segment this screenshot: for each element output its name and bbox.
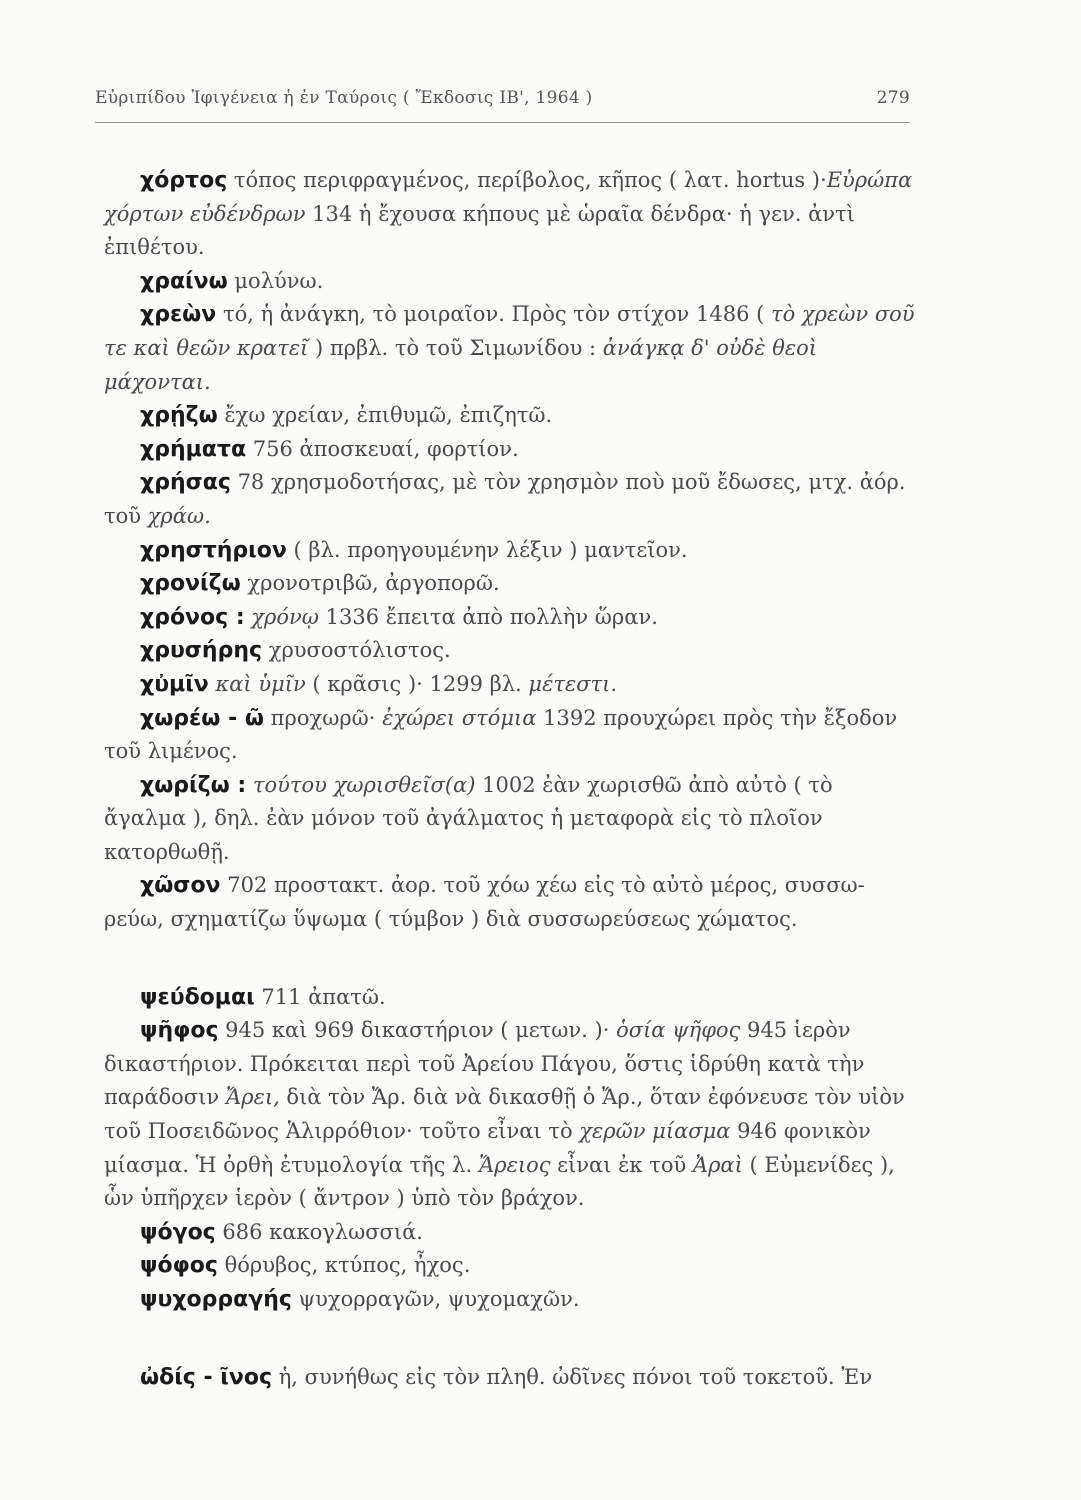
headword: χρήματα	[140, 436, 247, 462]
italic-citation: ὁσία ψῆφος	[616, 1018, 741, 1043]
definition-text: προχωρῶ·	[264, 705, 383, 730]
headword: ψόγος	[140, 1219, 216, 1245]
glossary-entry	[104, 534, 919, 568]
glossary-entry	[104, 634, 919, 668]
headword: χρυσήρης	[140, 638, 263, 664]
definition-text: 134 ἡ ἔχουσα κήπους μὲ ὡραῖα δένδρα· ἡ γεν. ἀντὶ ἐπιθέτου.	[104, 201, 855, 260]
italic-citation: Ἄρει,	[225, 1085, 280, 1110]
headword: χραίνω	[140, 268, 228, 294]
italic-citation: χράω.	[147, 503, 211, 528]
glossary-entry	[104, 466, 919, 533]
italic-citation: μέτεστι.	[528, 671, 618, 696]
definition-text: ψυχορραγῶν, ψυχομαχῶν.	[291, 1287, 580, 1311]
italic-citation: ἀνάγκᾳ δ' οὐδὲ θεοὶ μάχονται.	[104, 335, 817, 394]
headword: χρήσας	[140, 470, 231, 496]
definition-text: 711 ἀπατῶ.	[254, 984, 386, 1009]
headword: ψυχορραγής	[140, 1287, 292, 1312]
headword: ὠδίς - ῖνος	[140, 1364, 273, 1390]
italic-citation: τούτου χωρισθεῖσ(α)	[246, 772, 476, 797]
definition-text: 945 ἱερὸν δικαστήριον. Πρόκειται περὶ τοῦ Ἀρείου Πάγου, ὅστις ἱδρύθη κατὰ τὴν παράδοσιν	[104, 1018, 865, 1110]
headword: χρόνος :	[140, 604, 245, 630]
definition-text: τό, ἡ ἀνάγκη, τὸ μοιραῖον. Πρὸς τὸν στίχον 1486 (	[216, 302, 765, 327]
headword: χόρτος	[140, 168, 228, 193]
definition-text: ( Εὐμενίδες ), ὧν ὑπῆρχεν ἱερὸν ( ἄντρον ) ὑπὸ τὸν βράχον.	[104, 1152, 895, 1211]
definition-text: 946 φονικὸν μίασμα. Ἡ ὀρθὴ ἐτυμολογία τῆς λ.	[104, 1119, 871, 1177]
glossary-entry	[104, 1216, 919, 1250]
glossary-entry	[104, 869, 919, 936]
definition-text: διὰ τὸν Ἄρ. διὰ νὰ δικασθῇ ὁ Ἄρ., ὅταν ἐφόνευσε τὸν υἱὸν τοῦ Ποσειδῶνος Ἁλιρρόθιον· τοῦτο εἶναι τὸ	[104, 1085, 905, 1144]
headword: χρηστήριον	[140, 537, 287, 563]
definition-text: ) πρβλ. τὸ τοῦ Σιμωνίδου :	[308, 335, 603, 360]
glossary-entry	[104, 1361, 919, 1395]
definition-text: ἡ, συνήθως εἰς τὸν πληθ. ὠδῖνες πόνοι τοῦ τοκετοῦ. Ἐν	[272, 1364, 873, 1389]
headword: χῶσον	[140, 873, 221, 899]
glossary-entry	[104, 601, 919, 635]
header-rule	[95, 122, 910, 123]
running-title: Εὐριπίδου Ἰφιγένεια ἡ ἐν Ταύροις ( Ἔκδοσις ΙΒ', 1964 )	[95, 88, 593, 108]
italic-citation: χερῶν μίασμα	[579, 1119, 731, 1144]
italic-citation: ἐχώρει στόμια	[382, 705, 537, 730]
definition-text: μολύνω.	[227, 268, 324, 293]
definition-text: 702 προστακτ. ἀορ. τοῦ χόω χέω εἰς τὸ αὐτὸ μέρος, συσσω-ρεύω, σχηματίζω ὕψωμα ( τύμβον ) διὰ συσσωρεύσεως χώματος.	[104, 873, 865, 932]
definition-text: θόρυβος, κτύπος, ἦχος.	[217, 1253, 471, 1278]
glossary-body	[104, 164, 919, 1394]
definition-text: ἔχω χρείαν, ἐπιθυμῶ, ἐπιζητῶ.	[217, 403, 553, 428]
glossary-entry	[104, 702, 919, 769]
definition-text: εἶναι ἐκ τοῦ	[550, 1152, 693, 1177]
glossary-entry	[104, 1283, 919, 1317]
definition-text: ( κρᾶσις )· 1299 βλ.	[305, 671, 529, 696]
glossary-entry	[104, 668, 919, 702]
italic-citation: χρόνῳ	[244, 604, 319, 629]
headword: χωρίζω :	[140, 772, 247, 798]
definition-text: τόπος περιφραγμένος, περίβολος, κῆπος ( λατ. hortus )·	[227, 168, 827, 192]
headword: χωρέω - ῶ	[140, 705, 264, 731]
running-header	[95, 88, 910, 108]
definition-text: χρονοτριβῶ, ἀργοπορῶ.	[240, 571, 500, 596]
italic-citation: Εὐρώπα χόρτων εὐδένδρων	[104, 168, 913, 226]
definition-text: 1002 ἐὰν χωρισθῶ ἀπὸ αὐτὸ ( τὸ ἄγαλμα ), δηλ. ἐὰν μόνον τοῦ ἀγάλματος ἡ μεταφορὰ εἰς τὸ πλοῖον κατορθωθῇ.	[104, 772, 833, 864]
glossary-entry	[104, 164, 919, 265]
glossary-entry	[104, 433, 919, 467]
definition-text: 686 κακογλωσσιά.	[215, 1219, 423, 1244]
glossary-entry	[104, 399, 919, 433]
headword: χρῄζω	[140, 403, 218, 429]
page-number: 279	[876, 88, 910, 108]
definition-text: 78 χρησμοδοτήσας, μὲ τὸν χρησμὸν ποὺ μοῦ ἔδωσες, μτχ. ἀόρ. τοῦ	[104, 470, 906, 528]
glossary-entry	[104, 265, 919, 299]
section-gap	[104, 1317, 919, 1361]
definition-text: ( βλ. προηγουμένην λέξιν ) μαντεῖον.	[286, 537, 688, 562]
definition-text: χρυσοστόλιστος.	[262, 638, 451, 663]
definition-text: 1392 προυχώρει πρὸς τὴν ἔξοδον τοῦ λιμένος.	[104, 705, 898, 764]
italic-citation: καὶ ὑμῖν	[208, 671, 306, 696]
glossary-entry	[104, 1014, 919, 1216]
headword: χρεὼν	[140, 302, 217, 328]
definition-text: 1336 ἔπειτα ἀπὸ πολλὴν ὥραν.	[318, 604, 658, 629]
italic-citation: τὸ χρεὼν σοῦ τε καὶ θεῶν κρατεῖ	[104, 302, 915, 360]
glossary-entry	[104, 298, 919, 399]
glossary-entry	[104, 567, 919, 601]
headword: χρονίζω	[140, 571, 241, 597]
italic-citation: Ἄρειος	[478, 1152, 551, 1177]
italic-citation: Ἀραὶ	[692, 1152, 743, 1177]
headword: ψῆφος	[140, 1018, 219, 1044]
definition-text: 945 καὶ 969 δικαστήριον ( μετων. )·	[218, 1018, 617, 1043]
headword: χὐμῖν	[140, 671, 209, 697]
glossary-entry	[104, 981, 919, 1015]
definition-text: 756 ἀποσκευαί, φορτίον.	[246, 436, 519, 461]
glossary-entry	[104, 769, 919, 870]
glossary-entry	[104, 1249, 919, 1283]
section-gap	[104, 937, 919, 981]
headword: ψόφος	[140, 1253, 218, 1279]
headword: ψεύδομαι	[140, 984, 255, 1010]
